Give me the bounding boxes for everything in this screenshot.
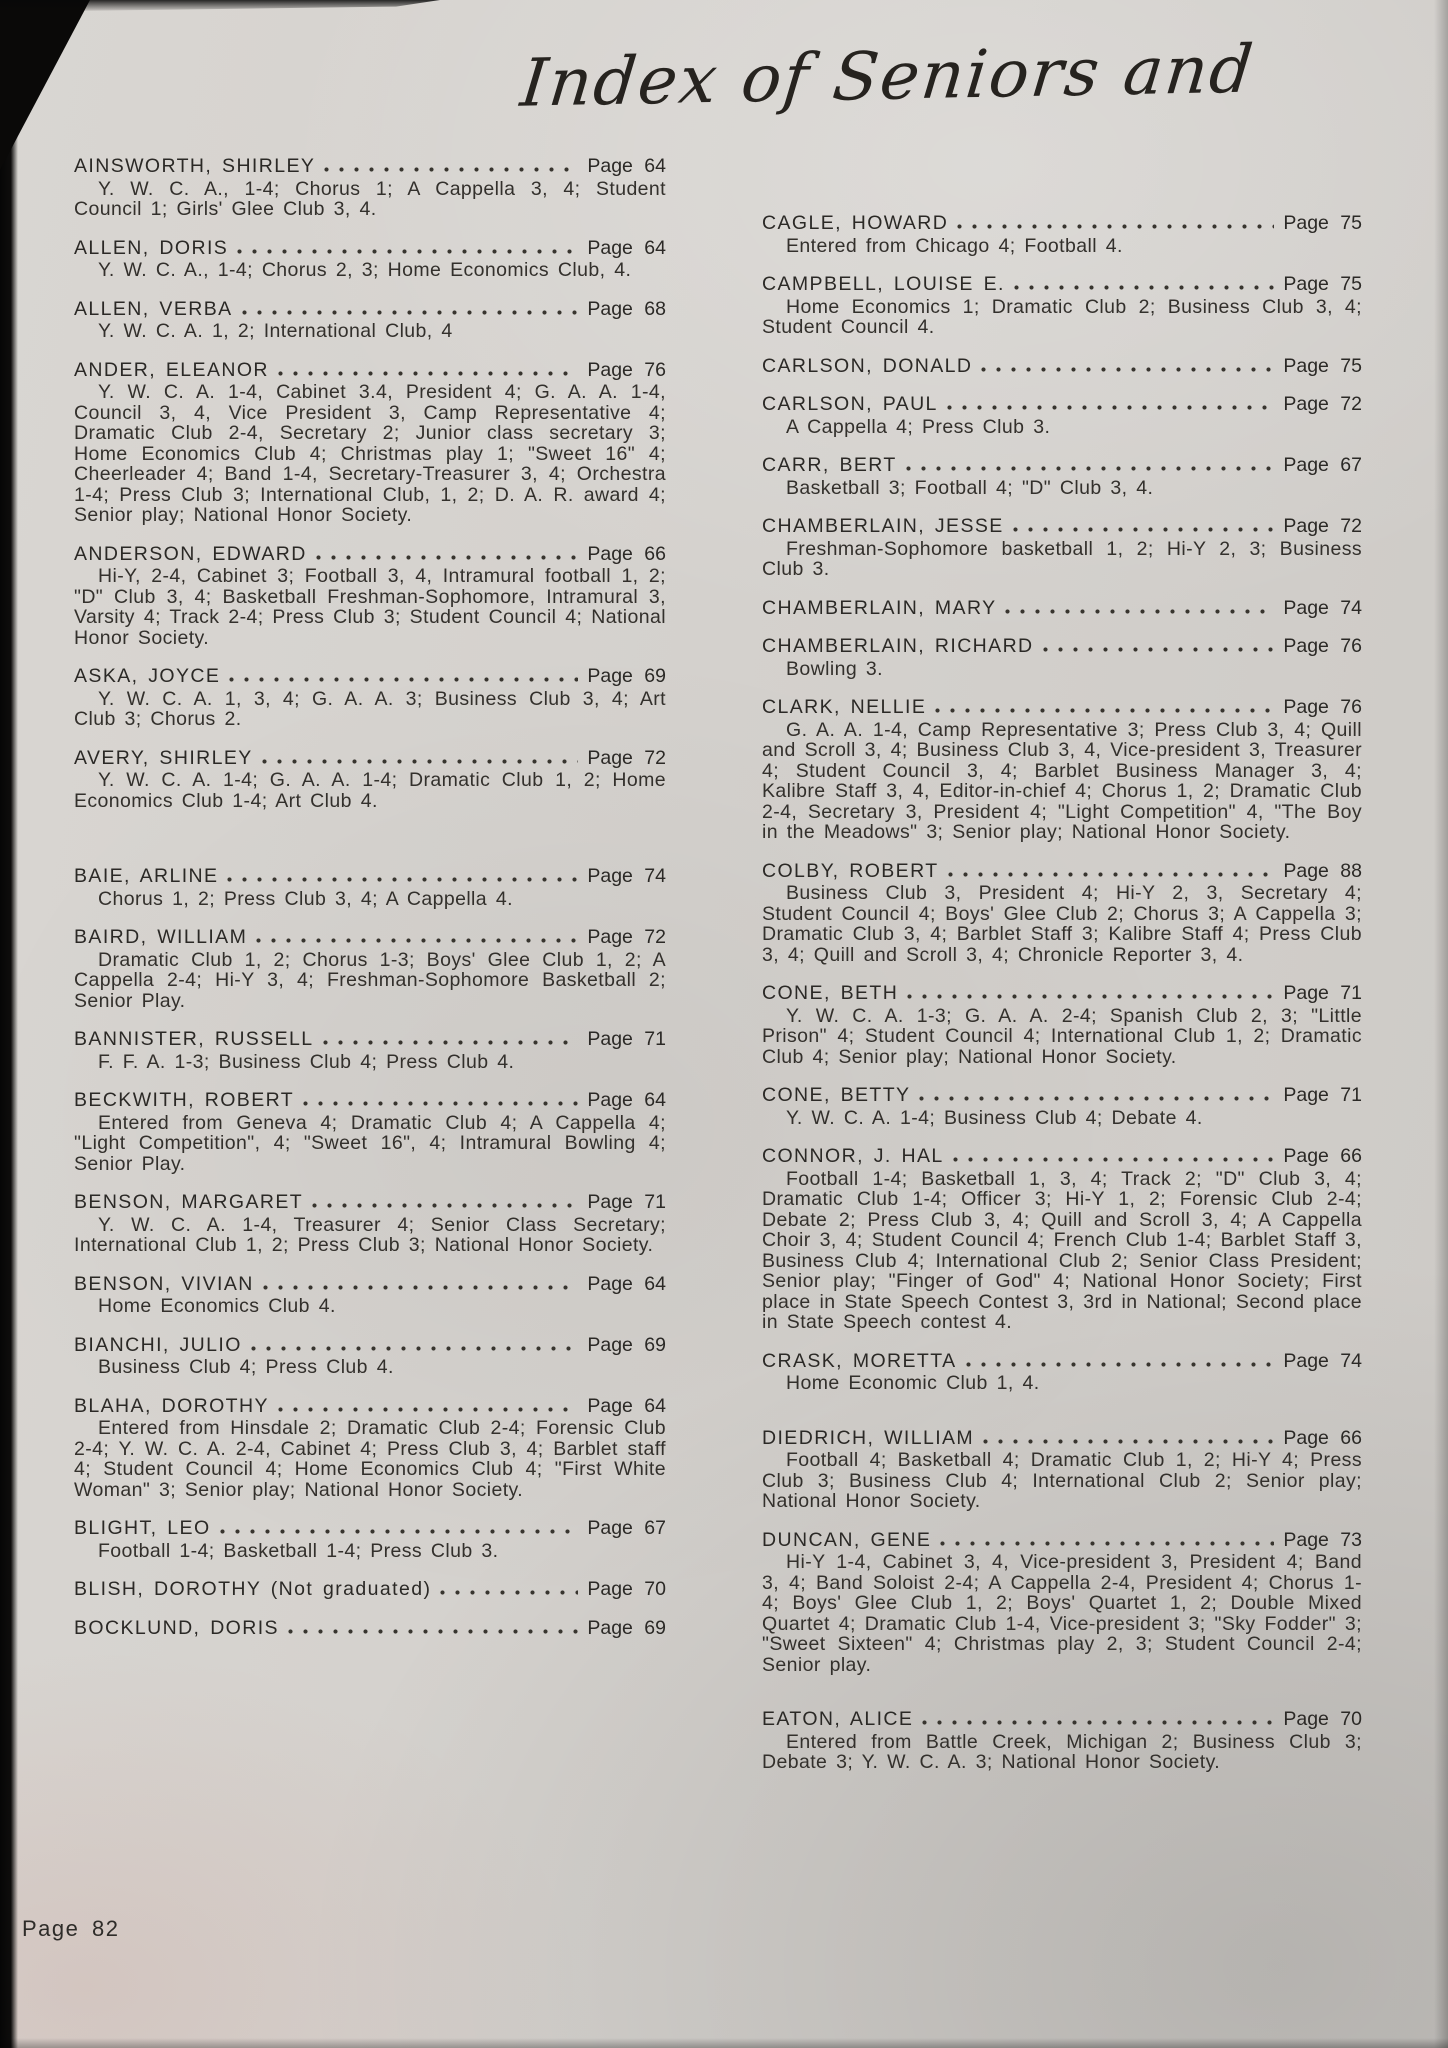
student-activities: Y. W. C. A. 1-4, Treasurer 4; Senior Class Secretary; International Club 1, 2; Press Club 3; National Honor Society. [74,1213,666,1256]
page-footer-number: Page 82 [22,1916,120,1941]
dot-leader [227,877,578,882]
dot-leader [229,677,578,682]
index-entry [74,748,666,812]
entry-line [74,1090,666,1111]
index-entry [74,544,666,649]
entry-line [74,748,666,769]
student-activities: Y. W. C. A. 1-3; G. A. A. 2-4; Spanish Club 2, 3; "Little Prison" 4; Student Council 4; International Club 1, 2; Dramatic Club 4; Senior play; National Honor Society. [762,1004,1362,1068]
index-entry [74,666,666,730]
entry-line [762,1709,1362,1730]
index-entry [74,1518,666,1561]
index-entry [762,1709,1362,1773]
student-name: BAIE, ARLINE [74,865,219,887]
index-entry [762,697,1362,843]
student-name: BIANCHI, JULIO [74,1333,242,1356]
student-activities: Home Economic Club 1, 4. [786,1372,1040,1394]
student-name: ALLEN, VERBA [74,297,233,320]
student-name: CLARK, NELLIE [762,696,927,718]
entry-line [74,1192,666,1213]
entry-line [762,1146,1362,1167]
student-name: CARLSON, DONALD [762,354,973,377]
student-activities: Basketball 3; Football 4; "D" Club 3, 4. [786,476,1154,499]
index-entry [74,1192,666,1256]
student-activities: A Cappella 4; Press Club 3. [786,415,1051,438]
dot-leader [947,405,1275,410]
entry-line [762,213,1362,234]
index-entry [762,213,1362,256]
dot-leader [935,708,1274,713]
page-ref: Page 72 [587,926,666,948]
student-activities: Entered from Hinsdale 2; Dramatic Club 2-4; Forensic Club 2-4; Y. W. C. A. 2-4, Cabinet 4; Press Club 3, 4; Barblet staff 4; Student Council 4; Home Economics Club 4; "First White Woman" 3; Senior play; National Honor Society. [74,1417,666,1501]
index-entry [74,927,666,1011]
page-ref: Page 70 [587,1578,666,1600]
dot-leader [316,555,579,560]
student-activities: Bowling 3. [786,657,883,680]
entry-line [74,1579,666,1600]
index-entry [74,156,666,220]
student-name: CAMPBELL, LOUISE E. [762,273,1005,295]
dot-leader [288,1629,578,1634]
dot-leader [1043,647,1275,652]
index-entry [762,983,1362,1067]
student-activities: Y. W. C. A., 1-4; Chorus 2, 3; Home Economics Club, 4. [98,259,632,281]
student-name: AVERY, SHIRLEY [74,746,253,769]
page-ref: Page 74 [587,865,666,887]
page-ref: Page 64 [587,155,666,177]
index-entry [762,861,1362,966]
dot-leader [1013,527,1275,532]
entry-line [74,1274,666,1295]
index-entry [762,1428,1362,1512]
scan-edge-bottom [0,2038,1448,2048]
student-name: ANDERSON, EDWARD [74,542,307,565]
page-ref: Page 72 [1283,393,1362,415]
page-ref: Page 64 [587,1272,666,1295]
student-name: BOCKLUND, DORIS [74,1616,279,1639]
student-name: CHAMBERLAIN, RICHARD [762,635,1034,657]
student-name: CONE, BETTY [762,1084,911,1106]
student-name: CAGLE, HOWARD [762,212,949,234]
entry-line [762,274,1362,295]
student-name: ALLEN, DORIS [74,236,229,259]
scan-edge-top [0,0,440,12]
entry-line [762,1351,1362,1372]
student-activities: Chorus 1, 2; Press Club 3, 4; A Cappella 4. [98,887,513,910]
dot-leader [303,1101,578,1106]
student-activities: Football 1-4; Basketball 1, 3, 4; Track 2; "D" Club 3, 4; Dramatic Club 1-4; Officer 3; Hi-Y 1, 2; Forensic Club 2-4; Debate 2; Press Club 3, 4; Quill and Scroll 3, 4; A Cappella Choir 3, 4; Student Council 4; French Club 1-4; Barblet Staff 3, Business Club 4; International Club 2; Senior Class President; Senior play; "Finger of God" 4; National Honor Society; First place in State Speech Contest 3, 3rd in National; Second place in State Speech contest 4. [762,1167,1362,1333]
entry-line [762,394,1362,415]
student-name: ASKA, JOYCE [74,665,221,687]
index-entry [762,1146,1362,1333]
entry-line [74,1335,666,1356]
page-ref: Page 73 [1283,1528,1362,1551]
entry-line [762,1530,1362,1551]
index-entry [74,1335,666,1378]
page-ref: Page 66 [1283,1145,1362,1167]
index-entry [74,866,666,909]
page-ref: Page 75 [1283,354,1362,377]
entry-line [74,927,666,948]
index-column-left [74,156,666,1656]
student-activities: Business Club 3, President 4; Hi-Y 2, 3, Secretary 4; Student Council 4; Boys' Glee Club 2; Chorus 3; A Cappella 3; Dramatic Club 3, 4; Barblet Staff 3; Kalibre Staff 4; Press Club 3, 4; Quill and Scroll 3, 4; Chronicle Reporter 3, 4. [762,882,1362,966]
page-ref: Page 74 [1283,596,1362,619]
entry-line [74,544,666,565]
page-ref: Page 70 [1283,1708,1362,1730]
dot-leader [256,938,578,943]
index-entry [74,238,666,281]
dot-leader [966,1362,1275,1367]
student-activities: Home Economics Club 4. [98,1295,336,1317]
entry-line [74,866,666,887]
student-activities: Dramatic Club 1, 2; Chorus 1-3; Boys' Glee Club 1, 2; A Cappella 2-4; Hi-Y 3, 4; Freshman-Sophomore Basketball 2; Senior Play. [74,948,666,1012]
index-entry [74,299,666,342]
page-ref: Page 71 [1283,1084,1362,1106]
dot-leader [919,1096,1274,1101]
page-ref: Page 71 [1283,982,1362,1004]
dot-leader [983,1439,1274,1444]
student-name: BECKWITH, ROBERT [74,1089,295,1111]
entry-line [762,598,1362,619]
dot-leader [922,1720,1274,1725]
student-activities: Entered from Battle Creek, Michigan 2; Business Club 3; Debate 3; Y. W. C. A. 3; National Honor Society. [762,1730,1362,1773]
dot-leader [953,1157,1275,1162]
dot-leader [940,1541,1274,1546]
student-name: BLAHA, DOROTHY [74,1394,269,1417]
dot-leader [440,1590,578,1595]
student-name: BANNISTER, RUSSELL [74,1028,314,1050]
index-entry [762,1085,1362,1128]
page-ref: Page 71 [587,1028,666,1050]
entry-line [74,299,666,320]
dot-leader [1005,609,1274,614]
entry-line [762,455,1362,476]
entry-line [74,1029,666,1050]
index-entry [762,455,1362,498]
student-activities: G. A. A. 1-4, Camp Representative 3; Press Club 3, 4; Quill and Scroll 3, 4; Business Club 3, 4, Vice-president 3, Treasurer 4; Student Council 3, 4; Barblet Business Manager 3, 4; Kalibre Staff 3, 4, Editor-in-chief 4; Chorus 1, 2; Dramatic Club 2-4, Secretary 3, President 4; "Light Competition" 4, "The Boy in the Meadows" 3; Senior play; National Honor Society. [762,718,1362,843]
student-name: CARLSON, PAUL [762,393,938,415]
student-name: AINSWORTH, SHIRLEY [74,155,316,177]
index-entry [762,394,1362,437]
student-name: DUNCAN, GENE [762,1528,932,1551]
student-activities: Hi-Y, 2-4, Cabinet 3; Football 3, 4, Intramural football 1, 2; "D" Club 3, 4; Basketball Freshman-Sophomore, Intramural 3, Varsity 4; Track 2-4; Press Club 3; Student Council 4; National Honor Society. [74,565,666,649]
dot-leader [948,872,1275,877]
dot-leader [324,167,578,172]
index-entry [74,1029,666,1072]
student-name: COLBY, ROBERT [762,859,939,882]
index-entry [74,1579,666,1600]
student-name: BENSON, VIVIAN [74,1272,254,1295]
index-entry [762,274,1362,338]
student-activities: Y. W. C. A. 1-4; Business Club 4; Debate 4. [786,1106,1203,1129]
entry-line [74,1518,666,1539]
page-ref: Page 64 [587,1089,666,1111]
entry-line [762,697,1362,718]
dot-leader [312,1203,578,1208]
student-name: BAIRD, WILLIAM [74,926,248,948]
page-ref: Page 76 [1283,696,1362,718]
index-column-right [762,213,1362,1791]
scan-edge-left [0,0,18,2048]
page-ref: Page 88 [1283,859,1362,882]
page-ref: Page 67 [1283,454,1362,476]
page-ref: Page 68 [587,297,666,320]
dot-leader [278,371,578,376]
dot-leader [220,1529,579,1534]
student-name: EATON, ALICE [762,1708,914,1730]
page-ref: Page 69 [587,1616,666,1639]
index-entry [762,1530,1362,1676]
page-ref: Page 74 [1283,1349,1362,1372]
dot-leader [251,1346,579,1351]
student-activities: Y. W. C. A., 1-4; Chorus 1; A Cappella 3, 4; Student Council 1; Girls' Glee Club 3, 4. [74,177,666,220]
entry-line [74,1618,666,1639]
student-name: DIEDRICH, WILLIAM [762,1426,975,1449]
entry-line [762,861,1362,882]
student-activities: Y. W. C. A. 1-4, Cabinet 3.4, President 4; G. A. A. 1-4, Council 3, 4, Vice President 3, Camp Representative 4; Dramatic Club 2-4, Secretary 2; Junior class secretary 3; Home Economics Club 4; Christmas play 1; "Sweet 16" 4; Cheerleader 4; Band 1-4, Secretary-Treasurer 3, 4; Orchestra 1-4; Press Club 3; International Club, 1, 2; D. A. R. award 4; Senior play; National Honor Society. [74,381,666,526]
scan-edge-right [1434,0,1448,2048]
index-entry [762,516,1362,580]
entry-line [762,983,1362,1004]
student-name: CONE, BETH [762,982,899,1004]
student-activities: Y. W. C. A. 1, 2; International Club, 4 [98,320,453,342]
entry-line [762,1085,1362,1106]
student-name: CHAMBERLAIN, MARY [762,596,997,619]
student-name: BLIGHT, LEO [74,1517,211,1539]
page-ref: Page 72 [587,746,666,769]
student-activities: Entered from Chicago 4; Football 4. [786,234,1123,257]
page-ref: Page 64 [587,1394,666,1417]
dot-leader [278,1407,578,1412]
student-activities: Freshman-Sophomore basketball 1, 2; Hi-Y 2, 3; Business Club 3. [762,537,1362,580]
entry-line [74,360,666,381]
entry-line [762,516,1362,537]
page-ref: Page 66 [587,542,666,565]
entry-line [74,1396,666,1417]
student-name: BLISH, DOROTHY (Not graduated) [74,1578,432,1600]
entry-line [762,356,1362,377]
scan-corner-top-left [0,0,150,170]
student-name: CONNOR, J. HAL [762,1145,944,1167]
dot-leader [906,466,1275,471]
dot-leader [237,249,578,254]
index-entry [762,1351,1362,1394]
entry-line [74,666,666,687]
entry-line [74,238,666,259]
student-name: CRASK, MORETTA [762,1349,957,1372]
student-name: CARR, BERT [762,454,897,476]
dot-leader [262,759,579,764]
dot-leader [323,1040,579,1045]
student-activities: Football 4; Basketball 4; Dramatic Club 1, 2; Hi-Y 4; Press Club 3; Business Club 4; International Club 2; Senior play; National Honor Society. [762,1449,1362,1512]
index-entry [74,1618,666,1639]
dot-leader [1014,285,1274,290]
page-ref: Page 76 [587,358,666,381]
page-ref: Page 75 [1283,273,1362,295]
student-activities: Home Economics 1; Dramatic Club 2; Business Club 3, 4; Student Council 4. [762,295,1362,338]
entry-line [762,1428,1362,1449]
index-entry [762,636,1362,679]
dot-leader [242,310,579,315]
student-name: ANDER, ELEANOR [74,358,269,381]
index-entry [74,1396,666,1501]
dot-leader [263,1285,579,1290]
page-ref: Page 67 [587,1517,666,1539]
student-name: CHAMBERLAIN, JESSE [762,515,1004,537]
index-entry [762,356,1362,377]
student-activities: Y. W. C. A. 1-4; G. A. A. 1-4; Dramatic Club 1, 2; Home Economics Club 1-4; Art Club 4. [74,769,666,812]
index-entry [762,598,1362,619]
index-entry [74,1090,666,1174]
index-entry [74,360,666,526]
page-ref: Page 76 [1283,635,1362,657]
index-entry [74,1274,666,1317]
student-activities: F. F. A. 1-3; Business Club 4; Press Club 4. [98,1050,515,1073]
page-ref: Page 71 [587,1191,666,1213]
entry-line [762,636,1362,657]
page-ref: Page 72 [1283,515,1362,537]
dot-leader [957,224,1274,229]
student-activities: Business Club 4; Press Club 4. [98,1356,394,1378]
dot-leader [907,994,1274,999]
page-ref: Page 66 [1283,1426,1362,1449]
student-activities: Entered from Geneva 4; Dramatic Club 4; A Cappella 4; "Light Competition", 4; "Sweet 16", 4; Intramural Bowling 4; Senior Play. [74,1111,666,1175]
student-activities: Y. W. C. A. 1, 3, 4; G. A. A. 3; Business Club 3, 4; Art Club 3; Chorus 2. [74,687,666,730]
page-ref: Page 69 [587,1333,666,1356]
dot-leader [981,367,1274,372]
page-ref: Page 64 [587,236,666,259]
page-ref: Page 75 [1283,212,1362,234]
student-activities: Football 1-4; Basketball 1-4; Press Club 3. [98,1539,499,1562]
student-activities: Hi-Y 1-4, Cabinet 3, 4, Vice-president 3, President 4; Band 3, 4; Band Soloist 2-4; A Cappella 2-4, President 4; Chorus 1-4; Boys' Glee Club 1, 2; Boys' Quartet 1, 2; Double Mixed Quartet 4; Dramatic Club 1-4, Vice-president 3; "Sky Fodder" 3; "Sweet Sixteen" 4; Christmas play 2, 3; Student Council 2-4; Senior play. [762,1551,1362,1676]
student-name: BENSON, MARGARET [74,1191,304,1213]
entry-line [74,156,666,177]
page-title: Index of Seniors and [517,30,1259,122]
page-ref: Page 69 [587,665,666,687]
